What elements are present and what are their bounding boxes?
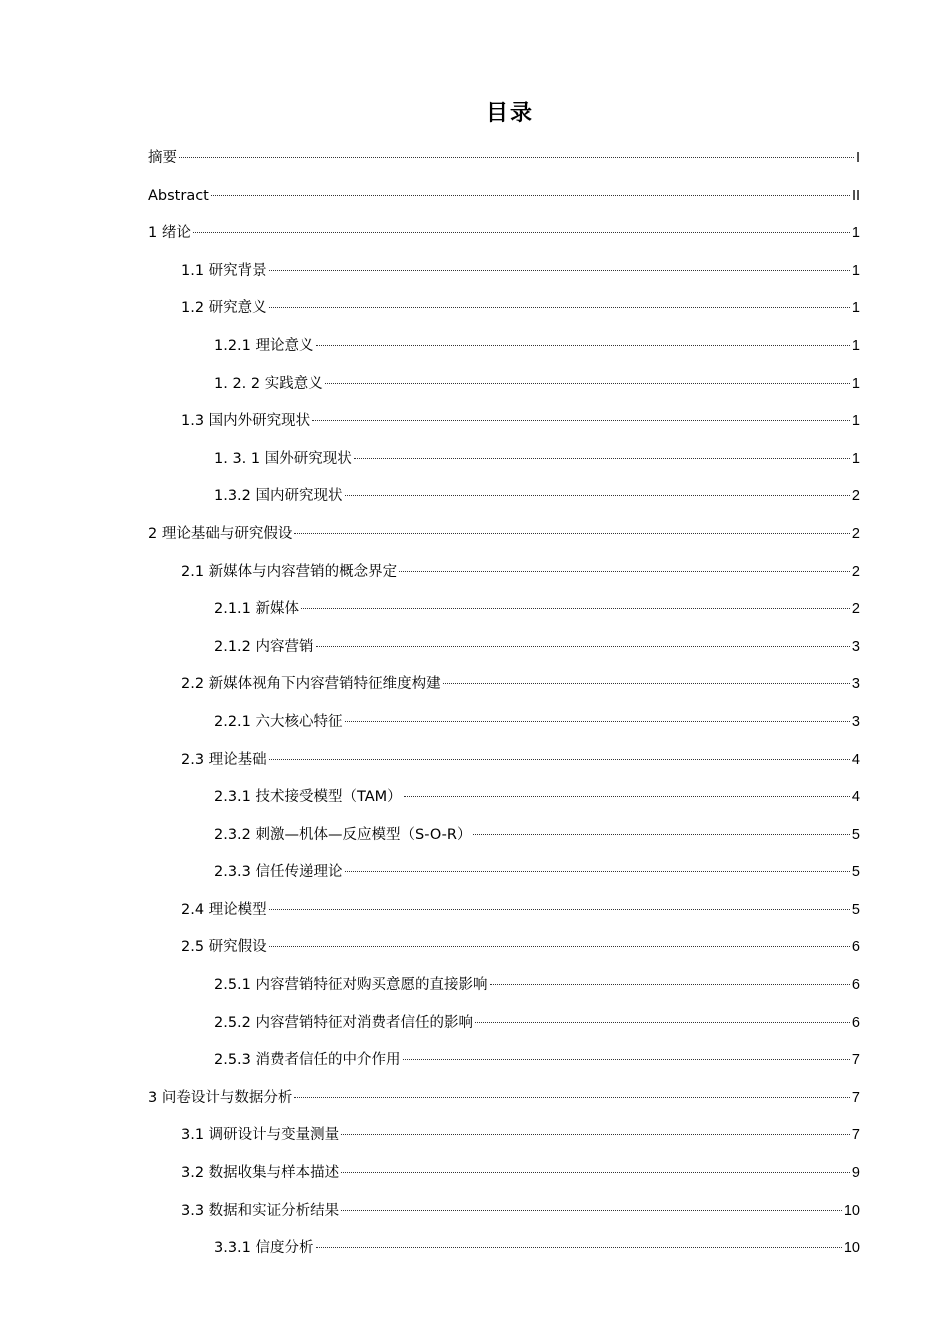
toc-entry-label: 摘要 (148, 150, 177, 166)
toc-entry-page-number: 6 (851, 977, 860, 994)
toc-entry[interactable] (148, 1234, 860, 1272)
toc-dot-leader (269, 946, 850, 947)
toc-entry-page-number: I (855, 150, 860, 166)
toc-entry-page-number: 1 (851, 337, 860, 354)
toc-dot-leader (490, 984, 850, 985)
toc-entry-label: 1.3 国内外研究现状 (181, 413, 311, 430)
toc-entry-page-number: 3 (851, 638, 860, 655)
toc-entry[interactable] (148, 257, 860, 295)
toc-dot-leader (179, 157, 854, 158)
toc-entry-label: 2.3.1 技术接受模型（TAM） (214, 789, 402, 806)
toc-entry[interactable] (148, 445, 860, 483)
toc-entry[interactable] (148, 144, 860, 182)
toc-entry[interactable] (148, 595, 860, 633)
toc-entry-page-number: 9 (851, 1165, 860, 1182)
toc-entry-label: 2.5.1 内容营销特征对购买意愿的直接影响 (214, 977, 488, 994)
toc-entry-label: 2 理论基础与研究假设 (148, 525, 293, 542)
toc-dot-leader (301, 608, 850, 609)
toc-entry-label: 2.3 理论基础 (181, 751, 267, 768)
toc-entry-label: 3 问卷设计与数据分析 (148, 1089, 293, 1106)
toc-entry[interactable] (148, 407, 860, 445)
toc-entry-label: 1. 2. 2 实践意义 (214, 375, 323, 392)
toc-entry[interactable] (148, 1084, 860, 1122)
toc-entry-label: 2.2 新媒体视角下内容营销特征维度构建 (181, 676, 441, 693)
toc-dot-leader (345, 871, 850, 872)
toc-dot-leader (345, 721, 850, 722)
toc-entry-page-number: 6 (851, 939, 860, 956)
toc-entry-page-number: II (851, 187, 860, 204)
toc-entry-label: 2.3.2 刺激—机体—反应模型（S-O-R） (214, 826, 472, 843)
toc-entry-page-number: 7 (851, 1052, 860, 1069)
toc-entry[interactable] (148, 1159, 860, 1197)
toc-entry-page-number: 5 (851, 826, 860, 843)
toc-dot-leader (294, 1097, 850, 1098)
toc-entry-page-number: 6 (851, 1014, 860, 1031)
toc-entry[interactable] (148, 1197, 860, 1235)
toc-entry-page-number: 10 (843, 1202, 860, 1219)
toc-entry-label: 3.3 数据和实证分析结果 (181, 1202, 340, 1219)
toc-entry[interactable] (148, 858, 860, 896)
toc-entry-label: 2.3.3 信任传递理论 (214, 864, 343, 881)
toc-entry[interactable] (148, 783, 860, 821)
toc-dot-leader (316, 345, 850, 346)
toc-entry-label: 2.1.2 内容营销 (214, 638, 314, 655)
toc-entry-page-number: 2 (851, 563, 860, 580)
toc-entry-label: 3.3.1 信度分析 (214, 1240, 314, 1257)
toc-dot-leader (341, 1134, 850, 1135)
toc-entry-label: Abstract (148, 187, 209, 204)
toc-entry-page-number: 4 (851, 789, 860, 806)
toc-entry-label: 1.1 研究背景 (181, 262, 267, 279)
toc-dot-leader (269, 270, 850, 271)
toc-entry-page-number: 10 (843, 1240, 860, 1257)
toc-dot-leader (316, 646, 850, 647)
toc-dot-leader (473, 834, 849, 835)
toc-dot-leader (193, 232, 850, 233)
toc-entry-label: 1. 3. 1 国外研究现状 (214, 450, 352, 467)
toc-entry[interactable] (148, 370, 860, 408)
toc-entry-page-number: 5 (851, 864, 860, 881)
toc-entry-label: 2.1 新媒体与内容营销的概念界定 (181, 563, 398, 580)
toc-entry-label: 2.1.1 新媒体 (214, 601, 300, 618)
toc-entry-label: 3.1 调研设计与变量测量 (181, 1127, 340, 1144)
toc-dot-leader (443, 683, 850, 684)
toc-entry-label: 2.5 研究假设 (181, 939, 267, 956)
toc-dot-leader (341, 1210, 842, 1211)
toc-entry[interactable] (148, 1121, 860, 1159)
toc-entry-page-number: 2 (851, 525, 860, 542)
toc-dot-leader (399, 571, 850, 572)
toc-entry-page-number: 2 (851, 488, 860, 505)
toc-entry[interactable] (148, 1046, 860, 1084)
toc-dot-leader (294, 533, 850, 534)
toc-entry[interactable] (148, 971, 860, 1009)
toc-entry-label: 1.3.2 国内研究现状 (214, 488, 343, 505)
toc-dot-leader (269, 909, 850, 910)
toc-entry[interactable] (148, 482, 860, 520)
toc-entry-page-number: 2 (851, 601, 860, 618)
toc-dot-leader (269, 759, 850, 760)
toc-entry-page-number: 1 (851, 450, 860, 467)
toc-dot-leader (211, 195, 850, 196)
toc-list (148, 144, 860, 1272)
toc-entry-page-number: 7 (851, 1127, 860, 1144)
toc-entry[interactable] (148, 633, 860, 671)
toc-entry-page-number: 3 (851, 676, 860, 693)
toc-entry-label: 3.2 数据收集与样本描述 (181, 1165, 340, 1182)
toc-entry-page-number: 3 (851, 713, 860, 730)
toc-entry[interactable] (148, 219, 860, 257)
toc-dot-leader (325, 383, 850, 384)
toc-entry-label: 2.2.1 六大核心特征 (214, 713, 343, 730)
toc-dot-leader (354, 458, 850, 459)
toc-entry[interactable] (148, 1009, 860, 1047)
toc-entry-page-number: 4 (851, 751, 860, 768)
toc-entry[interactable] (148, 520, 860, 558)
toc-entry-page-number: 1 (851, 300, 860, 317)
toc-entry-page-number: 1 (851, 262, 860, 279)
toc-entry-label: 2.4 理论模型 (181, 901, 267, 918)
toc-entry[interactable] (148, 708, 860, 746)
toc-entry-page-number: 1 (851, 225, 860, 242)
toc-dot-leader (312, 420, 850, 421)
toc-dot-leader (404, 796, 850, 797)
toc-entry-label: 2.5.2 内容营销特征对消费者信任的影响 (214, 1014, 474, 1031)
toc-entry-label: 1 绪论 (148, 225, 191, 242)
toc-entry[interactable] (148, 821, 860, 859)
toc-dot-leader (269, 307, 850, 308)
toc-entry-page-number: 1 (851, 413, 860, 430)
toc-entry[interactable] (148, 670, 860, 708)
toc-entry[interactable] (148, 294, 860, 332)
toc-dot-leader (341, 1172, 850, 1173)
toc-entry[interactable] (148, 332, 860, 370)
toc-entry-page-number: 7 (851, 1089, 860, 1106)
toc-title: 目录 (485, 101, 534, 126)
toc-entry[interactable] (148, 558, 860, 596)
toc-entry-page-number: 5 (851, 901, 860, 918)
toc-entry[interactable] (148, 896, 860, 934)
toc-dot-leader (316, 1247, 842, 1248)
toc-dot-leader (403, 1059, 850, 1060)
toc-dot-leader (475, 1022, 850, 1023)
toc-entry-label: 1.2.1 理论意义 (214, 337, 314, 354)
toc-entry[interactable] (148, 182, 860, 220)
toc-entry[interactable] (148, 933, 860, 971)
toc-entry-label: 1.2 研究意义 (181, 300, 267, 317)
toc-dot-leader (345, 495, 850, 496)
toc-entry[interactable] (148, 746, 860, 784)
toc-entry-page-number: 1 (851, 375, 860, 392)
toc-entry-label: 2.5.3 消费者信任的中介作用 (214, 1052, 401, 1069)
